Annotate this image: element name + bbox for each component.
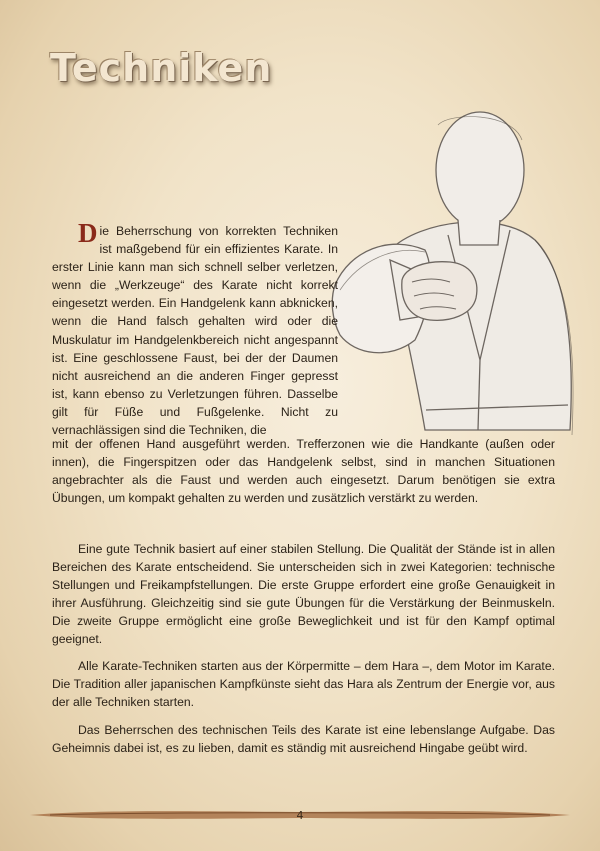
paragraph-3: Alle Karate-Techniken starten aus der Körpermitte – dem Hara –, dem Motor im Karate. Die Tradition aller japanischen Kampfkünste sieht das Hara als Zentrum der Energie vor, aus der alle Techniken starten. (52, 659, 555, 710)
karate-punch-illustration (330, 110, 590, 440)
page-title: Techniken (50, 46, 273, 90)
paragraph-1-text: ie Beherrschung von korrekten Techniken ist maßgebend für ein effizientes Karate. In erster Linie kann man sich schnell selber verletzen, wenn die „Werkzeuge“ des Karate nicht korrekt eingesetzt werden. Ein Handgelenk kann abknicken, wenn die Hand falsch gehalten wird oder die Muskulatur im Handgelenkbereich nicht angespannt ist. Eine geschlossene Faust, bei der der Daumen nicht ausreichend an die anderen Finger gepresst ist, kann ebenso zu Verletzungen führen. Dasselbe gilt für Füße und Fußgelenke. Nicht zu vernachlässigen sind die Techniken, die (52, 224, 338, 438)
paragraph-1-continued: mit der offenen Hand ausgeführt werden. Trefferzonen wie die Handkante (außen oder innen), die Fingerspitzen oder das Handgelenk selbst, sind in manchen Situationen angebrachter als die Faust und werden auch eingesetzt. Darum benötigen sie extra Übungen, um kompakt gehalten zu werden und zusätzlich verstärkt zu werden. (52, 437, 555, 506)
drop-cap: D (78, 218, 98, 248)
page-number: 4 (296, 809, 304, 822)
paragraph-1-wrapped (52, 218, 338, 439)
paragraph-2: Eine gute Technik basiert auf einer stabilen Stellung. Die Qualität der Stände ist in allen Bereichen des Karate entscheidend. Sie unterscheiden sich in zwei Kategorien: technische Stellungen und Freikampfstellungen. Die erste Gruppe erfordert eine große Genauigkeit in ihrer Ausführung. Gleichzeitig sind sie gute Übungen für die Verstärkung der Beinmuskeln. Die zweite Gruppe ermöglicht eine große Beweglichkeit und ist für den Kampf optimal geeignet. (52, 542, 555, 647)
paragraph-4: Das Beherrschen des technischen Teils des Karate ist eine lebenslange Aufgabe. Das Geheimnis dabei ist, es zu lieben, damit es ständig mit ausreichend Hingabe geübt wird. (52, 723, 555, 756)
